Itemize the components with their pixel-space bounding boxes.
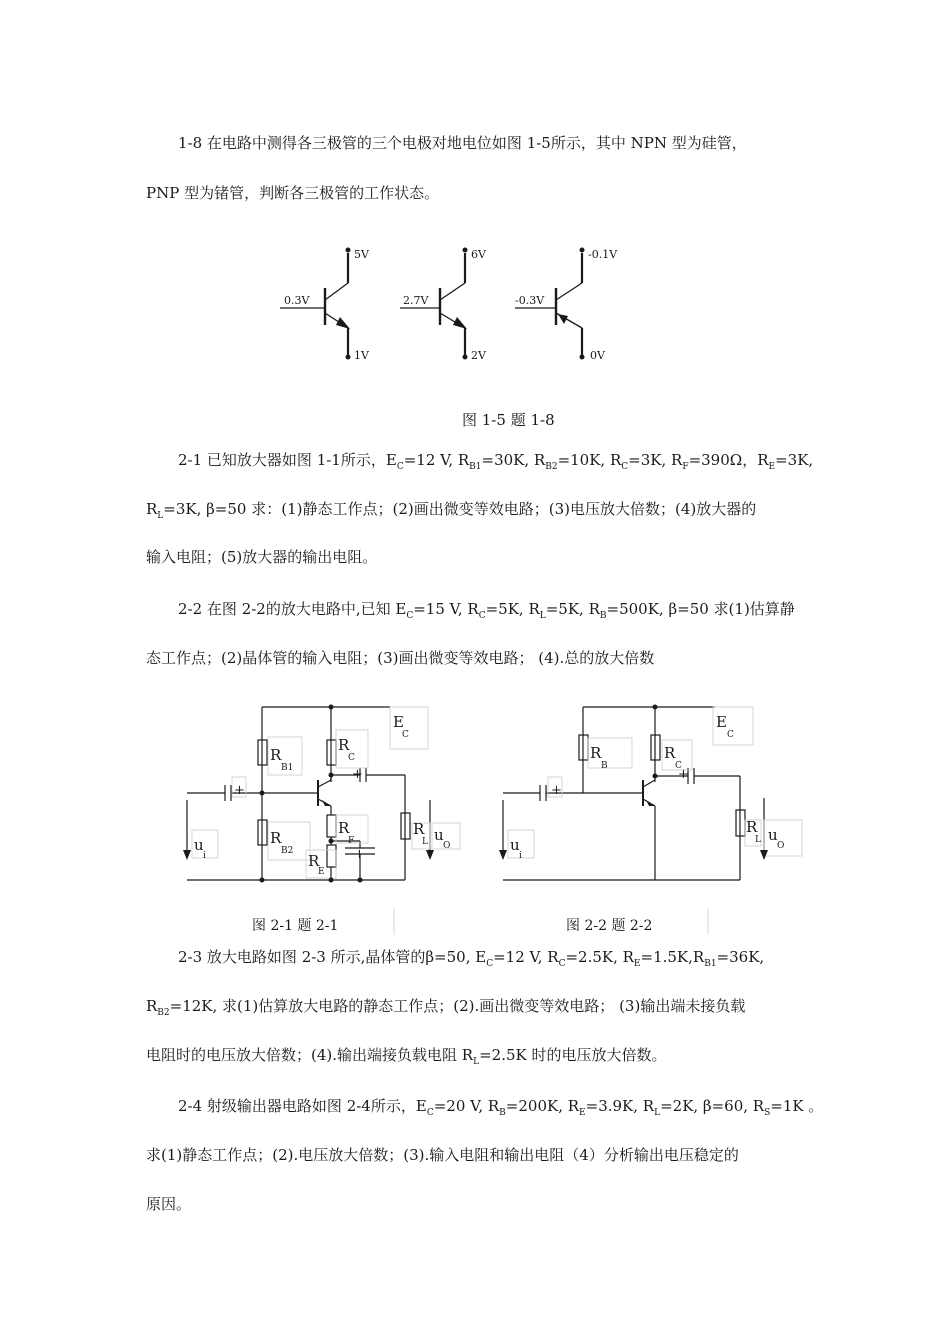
t2-collector-voltage: 6V <box>471 248 486 261</box>
fig21-re-sub: E <box>318 867 325 877</box>
fig21-ce-plus: + <box>354 847 365 862</box>
problem-2-3-line-1: 2-3 放大电路如图 2-3 所示,晶体管的β=50, $E_C=12$ V, $R_C=2.5K$, $R_E=1.5K,R_{B1}=36K$, <box>178 948 765 969</box>
problem-2-3-line-2: $R_{B2}=12K$, 求(1)估算放大电路的静态工作点；(2).画出微变等效电路； (3)输出端未接负载 <box>146 997 746 1018</box>
fig21-c1-plus: + <box>234 783 245 798</box>
t1-emitter-voltage: 1V <box>354 349 369 362</box>
fig22-rl-sub: L <box>755 835 761 845</box>
fig21-ec-label: E <box>393 713 404 731</box>
fig21-re-label: R <box>308 852 320 870</box>
fig21-uo-sub: O <box>443 841 451 851</box>
fig22-c1-plus: + <box>551 783 562 798</box>
problem-2-4-line-1: 2-4 射级输出器电路如图 2-4所示，$E_C=20$ V, $R_B=200K$, $R_E=3.9K$, $R_L=2K$, β=60, $R_S=1K$ 。 <box>178 1097 824 1118</box>
problem-2-1-line-3: 输入电阻；(5)放大器的输出电阻。 <box>146 548 378 566</box>
problem-2-2-line-2: 态工作点；(2)晶体管的输入电阻；(3)画出微变等效电路； (4).总的放大倍数 <box>146 649 655 667</box>
t1-collector-voltage: 5V <box>354 248 369 261</box>
problem-2-3-line-3: 电阻时的电压放大倍数；(4).输出端接负载电阻 $R_L=2.5K$ 时的电压放大倍数。 <box>146 1046 667 1067</box>
fig22-ec-sub: C <box>727 730 734 740</box>
fig21-ec-sub: C <box>402 730 409 740</box>
t3-emitter-voltage: 0V <box>590 349 605 362</box>
fig21-rb2-sub: B2 <box>281 846 294 856</box>
fig22-rc-sub: C <box>675 761 682 771</box>
problem-2-4-line-2: 求(1)静态工作点；(2).电压放大倍数；(3).输入电阻和输出电阻（4）分析输出电压稳定的 <box>146 1146 739 1164</box>
t3-collector-voltage: -0.1V <box>588 248 618 261</box>
fig22-c2-plus: + <box>678 767 689 782</box>
t2-base-voltage: 2.7V <box>403 294 429 307</box>
fig22-uo-label: u <box>768 826 778 844</box>
problem-2-4-line-3: 原因。 <box>146 1195 192 1213</box>
fig22-ui-sub: i <box>519 851 522 861</box>
fig21-rf-label: R <box>338 819 350 837</box>
fig21-rf-sub: F <box>348 836 355 846</box>
fig21-rc-sub: C <box>348 753 355 763</box>
fig21-rl-sub: L <box>422 837 428 847</box>
fig22-rb-label: R <box>590 744 602 762</box>
fig22-ui-label: u <box>510 836 520 854</box>
fig21-rl-label: R <box>413 820 425 838</box>
fig21-ui-label: u <box>194 836 204 854</box>
figure-2-2-caption: 图 2-2 题 2-2 <box>566 918 653 934</box>
t2-emitter-voltage: 2V <box>471 349 486 362</box>
fig21-rb1-label: R <box>270 746 282 764</box>
fig21-rb2-label: R <box>270 829 282 847</box>
t1-base-voltage: 0.3V <box>284 294 310 307</box>
figure-1-5-caption: 图 1-5 题 1-8 <box>462 411 555 429</box>
fig22-rl-label: R <box>746 818 758 836</box>
fig21-uo-label: u <box>434 826 444 844</box>
problem-2-1-line-2: $R_L=3K$, β=50 求：(1)静态工作点；(2)画出微变等效电路；(3)电压放大倍数；(4)放大器的 <box>146 500 757 521</box>
figure-2-1-caption: 图 2-1 题 2-1 <box>252 918 339 934</box>
fig21-rc-label: R <box>338 736 350 754</box>
problem-2-1-line-1: 2-1 已知放大器如图 1-1所示，$E_C=12$ V, $R_{B1}=30K$, $R_{B2}=10K$, $R_C=3K$, $R_F=390\Omega$，$R_E=3K$, <box>178 451 814 472</box>
fig22-rc-label: R <box>664 744 676 762</box>
fig21-c2-plus: + <box>352 767 363 782</box>
problem-2-2-line-1: 2-2 在图 2-2的放大电路中,已知 $E_C=15$ V, $R_C=5K$, $R_L=5K$, $R_B=500K$, β=50 求(1)估算静 <box>178 600 795 621</box>
fig22-ec-label: E <box>716 713 727 731</box>
t3-base-voltage: -0.3V <box>515 294 545 307</box>
fig21-rb1-sub: B1 <box>281 763 294 773</box>
problem-1-8-line-1: 1-8 在电路中测得各三极管的三个电极对地电位如图 1-5所示，其中 NPN 型为硅管， <box>178 134 747 152</box>
fig21-ui-sub: i <box>203 851 206 861</box>
fig22-rb-sub: B <box>601 761 608 771</box>
fig22-uo-sub: O <box>777 841 785 851</box>
problem-1-8-line-2: PNP 型为锗管，判断各三极管的工作状态。 <box>146 184 440 202</box>
